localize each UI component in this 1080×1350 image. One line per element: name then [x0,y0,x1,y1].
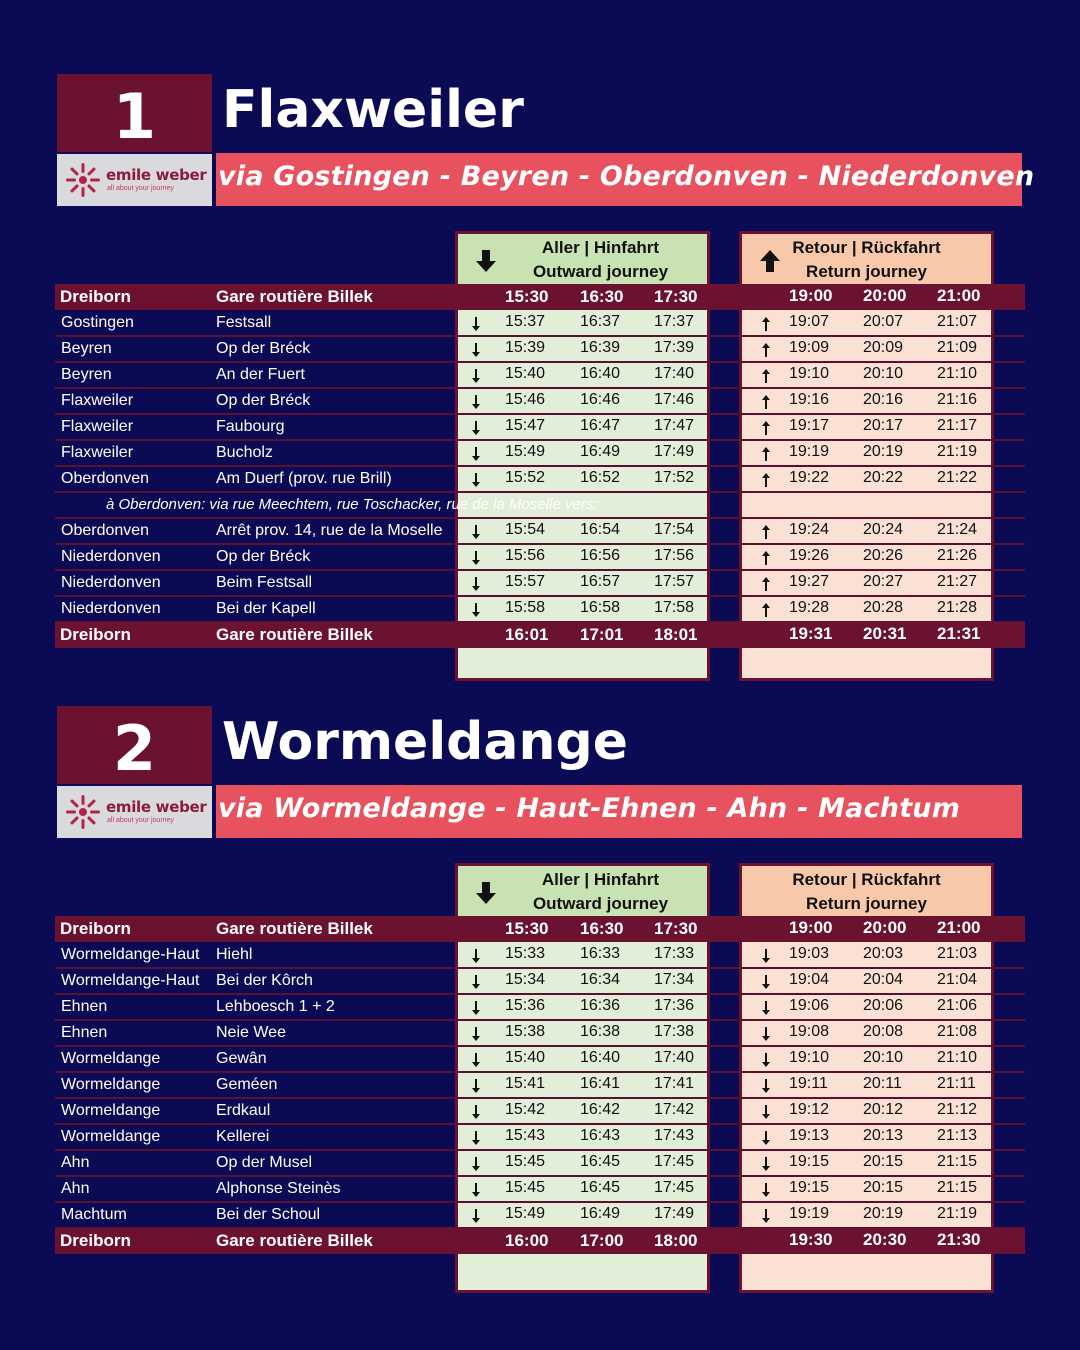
stop-cell: Faubourg [216,418,285,435]
outward-time: 17:45 [654,1179,695,1196]
outward-time: 15:56 [505,547,546,564]
arrow-down-icon [761,1001,771,1015]
outward-time: 15:37 [505,313,546,330]
arrow-up-icon [761,577,771,591]
stop-cell: Gare routière Billek [216,1231,373,1250]
outward-time: 17:38 [654,1023,695,1040]
row-divider [55,491,1025,493]
route-destination: Flaxweiler [222,80,524,140]
arrow-up-icon [761,551,771,565]
stop-cell: Gare routière Billek [216,287,373,306]
stop-cell: Op der Bréck [216,392,311,409]
locality-cell: Oberdonven [61,522,150,539]
locality-cell: Wormeldange [61,1102,161,1119]
return-title: Retour | Rückfahrt [792,870,941,889]
arrow-down-icon [761,975,771,989]
stop-cell: Gewân [216,1050,267,1067]
return-time: 19:13 [789,1127,830,1144]
outward-time: 16:45 [580,1153,621,1170]
arrow-down-icon [471,551,481,565]
outward-title: Aller | Hinfahrt [541,238,660,257]
return-time: 20:13 [863,1127,904,1144]
outward-time: 15:41 [505,1075,546,1092]
return-time: 21:15 [937,1153,978,1170]
return-time: 20:07 [863,313,904,330]
stop-cell: Kellerei [216,1128,270,1145]
arrow-down-icon [471,317,481,331]
outward-time: 15:38 [505,1023,546,1040]
return-time: 21:12 [937,1101,978,1118]
arrow-down-icon [471,395,481,409]
arrow-down-icon [761,1105,771,1119]
arrow-up-icon [761,421,771,435]
return-time: 20:06 [863,997,904,1014]
stop-cell: Festsall [216,314,272,331]
sun-logo-icon [65,162,101,198]
arrow-down-icon [761,1157,771,1171]
arrow-down-icon [471,1105,481,1119]
return-header [742,234,991,288]
arrow-up-icon [761,369,771,383]
return-time: 19:31 [789,624,833,643]
return-time: 20:03 [863,945,904,962]
locality-cell: Wormeldange-Haut [61,972,200,989]
return-time: 20:19 [863,443,904,460]
outward-time: 15:34 [505,971,546,988]
outward-time: 16:30 [580,287,624,306]
return-time: 21:31 [937,624,981,643]
arrow-down-icon [471,949,481,963]
outward-time: 15:47 [505,417,546,434]
outward-time: 15:40 [505,365,546,382]
outward-time: 15:45 [505,1153,546,1170]
return-time: 20:10 [863,365,904,382]
return-time: 19:00 [789,286,833,305]
sun-logo-icon [65,794,101,830]
arrow-down-icon [471,577,481,591]
return-time: 19:10 [789,1049,830,1066]
arrow-up-icon [761,473,771,487]
stop-cell: Gare routière Billek [216,919,373,938]
return-time: 20:31 [863,624,907,643]
outward-header [458,234,707,288]
return-time: 21:03 [937,945,978,962]
return-time: 19:19 [789,443,830,460]
outward-time: 16:38 [580,1023,621,1040]
stop-cell: Arrêt prov. 14, rue de la Moselle [216,522,443,539]
locality-cell: Wormeldange [61,1076,161,1093]
locality-cell: Gostingen [61,314,134,331]
outward-time: 16:54 [580,521,621,538]
outward-time: 17:58 [654,599,695,616]
outward-time: 16:30 [580,919,624,938]
outward-subtitle: Outward journey [532,894,669,913]
outward-time: 16:00 [505,1231,549,1250]
locality-cell: Niederdonven [61,574,161,591]
stop-cell: Op der Bréck [216,340,311,357]
return-time: 21:10 [937,1049,978,1066]
arrow-down-icon [471,447,481,461]
arrow-down-icon [471,603,481,617]
route-number-box [57,706,212,784]
return-time: 19:26 [789,547,830,564]
outward-time: 16:56 [580,547,621,564]
outward-time: 16:52 [580,469,621,486]
arrow-down-icon [471,1001,481,1015]
return-time: 20:15 [863,1153,904,1170]
route-number: 1 [112,80,157,153]
locality-cell: Flaxweiler [61,418,134,435]
return-time: 19:00 [789,918,833,937]
outward-time: 16:39 [580,339,621,356]
locality-cell: Wormeldange-Haut [61,946,200,963]
return-time: 21:19 [937,1205,978,1222]
arrow-down-icon [471,1157,481,1171]
return-time: 19:10 [789,365,830,382]
arrow-down-icon [471,1053,481,1067]
return-time: 21:13 [937,1127,978,1144]
outward-time: 16:47 [580,417,621,434]
arrow-down-icon [471,343,481,357]
stop-cell: Bei der Schoul [216,1206,321,1223]
arrow-down-icon [471,1079,481,1093]
outward-time: 16:40 [580,365,621,382]
stop-cell: Erdkaul [216,1102,271,1119]
locality-cell: Flaxweiler [61,444,134,461]
outward-time: 16:33 [580,945,621,962]
locality-cell: Machtum [61,1206,127,1223]
return-time: 20:10 [863,1049,904,1066]
outward-time: 17:00 [580,1231,624,1250]
arrow-down-icon [471,1131,481,1145]
outward-time: 15:39 [505,339,546,356]
outward-time: 17:57 [654,573,695,590]
return-time: 21:11 [937,1075,976,1092]
stop-cell: Am Duerf (prov. rue Brill) [216,470,392,487]
outward-time: 17:46 [654,391,695,408]
outward-time: 15:42 [505,1101,546,1118]
locality-cell: Dreiborn [60,1231,131,1250]
route-via-bar [216,785,1022,838]
return-time: 20:08 [863,1023,904,1040]
stop-cell: Op der Musel [216,1154,313,1171]
return-time: 21:09 [937,339,978,356]
return-time: 20:09 [863,339,904,356]
arrow-down-icon [471,1183,481,1197]
return-time: 19:16 [789,391,830,408]
outward-time: 17:43 [654,1127,695,1144]
outward-time: 15:52 [505,469,546,486]
return-time: 20:22 [863,469,904,486]
arrow-down-icon [761,1079,771,1093]
route-via: via Gostingen - Beyren - Oberdonven - Niederdonven [218,161,1035,192]
outward-time: 17:33 [654,945,695,962]
stop-cell: Geméen [216,1076,278,1093]
return-time: 21:08 [937,1023,978,1040]
return-time: 20:27 [863,573,904,590]
outward-time: 17:49 [654,443,695,460]
outward-time: 17:52 [654,469,695,486]
arrow-down-icon [471,421,481,435]
route-number: 2 [112,712,157,785]
return-time: 21:30 [937,1230,981,1249]
arrow-down-icon [471,473,481,487]
return-time: 20:30 [863,1230,907,1249]
outward-time: 18:01 [654,625,698,644]
stop-cell: Alphonse Steinès [216,1180,341,1197]
return-time: 20:24 [863,521,904,538]
outward-time: 17:42 [654,1101,695,1118]
arrow-down-icon [761,1027,771,1041]
arrow-down-icon [761,1053,771,1067]
return-time: 19:11 [789,1075,828,1092]
arrow-down-icon [471,975,481,989]
stop-cell: An der Fuert [216,366,305,383]
arrow-down-icon [471,369,481,383]
route-destination: Wormeldange [222,712,628,772]
outward-time: 17:54 [654,521,695,538]
stop-cell: Beim Festsall [216,574,313,591]
locality-cell: Niederdonven [61,548,161,565]
arrow-down-icon [471,1027,481,1041]
outward-time: 15:36 [505,997,546,1014]
return-time: 21:16 [937,391,978,408]
locality-cell: Ahn [61,1180,90,1197]
arrow-up-icon [761,525,771,539]
return-time: 21:19 [937,443,978,460]
outward-time: 15:43 [505,1127,546,1144]
outward-time: 17:56 [654,547,695,564]
return-time: 20:11 [863,1075,902,1092]
arrow-up-icon [761,343,771,357]
route-note: à Oberdonven: via rue Meechtem, rue Toschacker, rue de la Moselle vers: [106,496,598,513]
outward-time: 16:58 [580,599,621,616]
outward-time: 15:58 [505,599,546,616]
locality-cell: Niederdonven [61,600,161,617]
outward-time: 16:46 [580,391,621,408]
arrow-down-icon [471,1209,481,1223]
return-time: 21:24 [937,521,978,538]
locality-cell: Dreiborn [60,625,131,644]
outward-time: 17:37 [654,313,695,330]
stop-cell: Hiehl [216,946,253,963]
locality-cell: Oberdonven [61,470,150,487]
outward-time: 15:54 [505,521,546,538]
return-time: 21:07 [937,313,978,330]
outward-time: 17:39 [654,339,695,356]
outward-time: 17:49 [654,1205,695,1222]
outward-time: 15:33 [505,945,546,962]
return-time: 19:09 [789,339,830,356]
outward-time: 17:40 [654,365,695,382]
outward-time: 15:45 [505,1179,546,1196]
return-time: 21:26 [937,547,978,564]
return-time: 20:00 [863,286,907,305]
return-time: 19:15 [789,1153,830,1170]
return-time: 19:15 [789,1179,830,1196]
return-time: 20:12 [863,1101,904,1118]
outward-time: 15:46 [505,391,546,408]
arrow-up-icon [761,447,771,461]
return-time: 20:04 [863,971,904,988]
outward-time: 16:42 [580,1101,621,1118]
return-time: 19:08 [789,1023,830,1040]
arrow-down-icon [761,1209,771,1223]
outward-time: 16:40 [580,1049,621,1066]
return-time: 19:17 [789,417,830,434]
stop-cell: Bei der Kapell [216,600,316,617]
return-time: 19:04 [789,971,830,988]
return-time: 20:28 [863,599,904,616]
locality-cell: Wormeldange [61,1050,161,1067]
return-time: 21:06 [937,997,978,1014]
return-time: 19:03 [789,945,830,962]
outward-time: 16:49 [580,1205,621,1222]
route-via: via Wormeldange - Haut-Ehnen - Ahn - Machtum [218,793,961,824]
outward-time: 17:36 [654,997,695,1014]
outward-time: 17:34 [654,971,695,988]
return-time: 21:00 [937,918,981,937]
outward-time: 17:41 [654,1075,695,1092]
arrow-down-icon [761,1131,771,1145]
outward-time: 17:30 [654,287,698,306]
brand-tagline: all about your journey [107,185,174,192]
outward-time: 15:49 [505,443,546,460]
arrow-up-icon [761,603,771,617]
locality-cell: Dreiborn [60,919,131,938]
locality-cell: Dreiborn [60,287,131,306]
return-header [742,866,991,920]
return-time: 19:27 [789,573,830,590]
outward-time: 16:49 [580,443,621,460]
arrow-up-icon [761,395,771,409]
outward-time: 16:01 [505,625,549,644]
return-time: 19:12 [789,1101,830,1118]
locality-cell: Ehnen [61,1024,108,1041]
outward-time: 15:49 [505,1205,546,1222]
return-time: 19:19 [789,1205,830,1222]
return-time: 20:19 [863,1205,904,1222]
stop-cell: Gare routière Billek [216,625,373,644]
brand-logo [57,786,212,838]
outward-time: 17:01 [580,625,624,644]
return-time: 19:28 [789,599,830,616]
outward-time: 15:40 [505,1049,546,1066]
return-time: 21:10 [937,365,978,382]
route-via-bar [216,153,1035,206]
brand-logo [57,154,212,206]
outward-time: 17:45 [654,1153,695,1170]
return-time: 21:22 [937,469,978,486]
return-time: 21:28 [937,599,978,616]
return-time: 20:17 [863,417,904,434]
locality-cell: Ahn [61,1154,90,1171]
return-time: 19:24 [789,521,830,538]
brand-tagline: all about your journey [107,817,174,824]
outward-time: 16:37 [580,313,621,330]
outward-time: 16:45 [580,1179,621,1196]
outward-time: 15:30 [505,287,549,306]
outward-time: 17:30 [654,919,698,938]
locality-cell: Flaxweiler [61,392,134,409]
outward-time: 15:57 [505,573,546,590]
stop-cell: Lehboesch 1 + 2 [216,998,335,1015]
return-time: 21:15 [937,1179,978,1196]
return-time: 19:22 [789,469,830,486]
return-time: 19:07 [789,313,830,330]
outward-subtitle: Outward journey [532,262,669,281]
return-time: 21:04 [937,971,978,988]
outward-time: 16:34 [580,971,621,988]
route-number-box [57,74,212,152]
outward-title: Aller | Hinfahrt [541,870,660,889]
outward-time: 16:36 [580,997,621,1014]
outward-time: 17:40 [654,1049,695,1066]
return-time: 20:00 [863,918,907,937]
arrow-down-icon [761,1183,771,1197]
locality-cell: Beyren [61,340,112,357]
locality-cell: Ehnen [61,998,108,1015]
return-subtitle: Return journey [806,262,927,281]
return-time: 20:15 [863,1179,904,1196]
stop-cell: Bucholz [216,444,273,461]
outward-time: 16:57 [580,573,621,590]
outward-time: 16:43 [580,1127,621,1144]
return-title: Retour | Rückfahrt [792,238,941,257]
outward-time: 18:00 [654,1231,698,1250]
stop-cell: Bei der Kôrch [216,972,313,989]
stop-cell: Op der Bréck [216,548,311,565]
brand-name: emile weber [106,166,207,184]
return-subtitle: Return journey [806,894,927,913]
return-time: 21:27 [937,573,978,590]
outward-header [458,866,707,920]
brand-name: emile weber [106,798,207,816]
arrow-down-icon [471,525,481,539]
return-time: 19:30 [789,1230,833,1249]
outward-time: 15:30 [505,919,549,938]
arrow-up-icon [761,317,771,331]
arrow-down-icon [761,949,771,963]
return-time: 20:16 [863,391,904,408]
return-time: 20:26 [863,547,904,564]
return-time: 21:17 [937,417,978,434]
return-time: 19:06 [789,997,830,1014]
outward-time: 16:41 [580,1075,621,1092]
return-time: 21:00 [937,286,981,305]
stop-cell: Neie Wee [216,1024,286,1041]
locality-cell: Beyren [61,366,112,383]
outward-time: 17:47 [654,417,695,434]
locality-cell: Wormeldange [61,1128,161,1145]
